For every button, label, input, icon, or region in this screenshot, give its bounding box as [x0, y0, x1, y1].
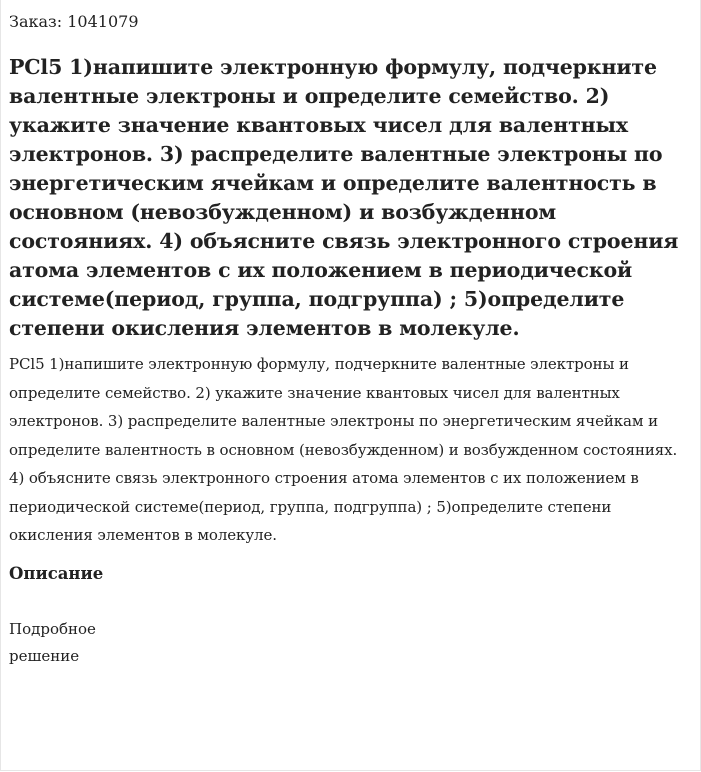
- task-text: PCl5 1)напишите электронную формулу, подчеркните валентные электроны и определите семейство. 2) укажите значение квантовых чисел для валентных электронов. 3) распределите валентные электроны по энергетическим ячейкам и определите валентность в основном (невозбужденном) и возбужденном состояниях. 4) объясните связь электронного строения атома элементов с их положением в периодической системе(период, группа, подгруппа) ; 5)определите степени окисления элементов в молекуле.: [9, 355, 678, 544]
- task-page: [9, 0, 693, 670]
- description-heading: Описание: [9, 563, 104, 583]
- detailed-solution-link[interactable]: Подробное решение: [9, 619, 96, 665]
- order-number: Заказ: 1041079: [9, 12, 139, 31]
- task-title: PCl5 1)напишите электронную формулу, подчеркните валентные электроны и определите семейство. 2) укажите значение квантовых чисел для валентных электронов. 3) распределите валентные электроны по энергетическим ячейкам и определите валентность в основном (невозбужденном) и возбужденном состояниях. 4) объясните связь электронного строения атома элементов с их положением в периодической системе(период, группа, подгруппа) ; 5)определите степени окисления элементов в молекуле.: [9, 55, 679, 340]
